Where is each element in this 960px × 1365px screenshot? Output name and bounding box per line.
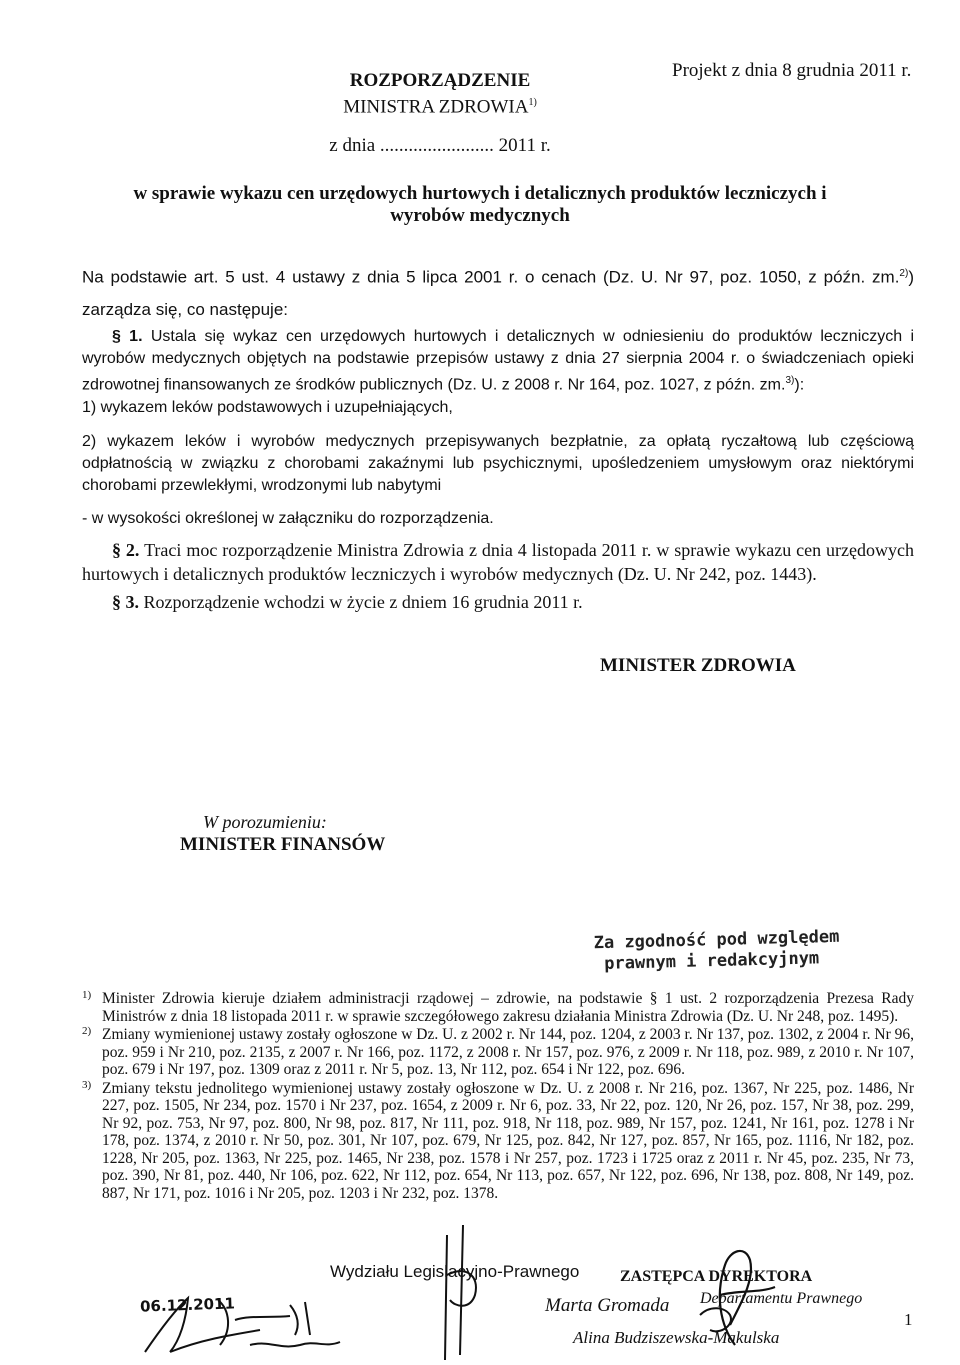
list-item-2: 2) wykazem leków i wyrobów medycznych przepisywanych bezpłatnie, za opłatą ryczałtową lub częściową odpłatnością w związku z chorobami zakaźnymi lub psychicznymi, upośledzeniem umysłowym oraz niektórymi chorobami przewlekłymi, wrodzonymi lub nabytymi	[82, 433, 914, 494]
paragraph-2-text: Traci moc rozporządzenie Ministra Zdrowia z dnia 4 listopada 2011 r. w sprawie wykazu cen urzędowych hurtowych i detalicznych produktów leczniczych i wyrobów medycznych (Dz. U. Nr 242, poz. 1443).	[82, 540, 915, 584]
footnote-3-text: Zmiany tekstu jednolitego wymienionej ustawy zostały ogłoszone w Dz. U. z 2008 r. Nr 216, poz. 1367, Nr 225, poz. 1486, Nr 227, poz. 1505, Nr 234, poz. 1570 i Nr 237, poz. 1654, z 2009 r. Nr 6, poz. 33, Nr 22, poz. 120, Nr 26, poz. 157, Nr 38, poz. 299, Nr 92, poz. 753, Nr 97, poz. 800, Nr 98, poz. 817, Nr 111, poz. 918, Nr 118, poz. 989, Nr 157, poz. 1241, Nr 161, poz. 1278 i Nr 178, poz. 1374, z 2010 r. Nr 50, poz. 301, Nr 107, poz. 679, Nr 125, poz. 842, Nr 127, poz. 857, Nr 165, poz. 1116, Nr 182, poz. 1228, Nr 205, poz. 1363, Nr 225, poz. 1465, Nr 238, poz. 1578 i Nr 257, poz. 1723 i 1725 oraz z 2011 r. Nr 45, poz. 235, Nr 73, poz. 390, Nr 81, poz. 440, Nr 106, poz. 622, Nr 112, poz. 654, Nr 113, poz. 657, Nr 122, poz. 696, Nr 138, poz. 808, Nr 149, poz. 887, Nr 171, poz. 1016 i Nr 205, poz. 1203 i Nr 232, poz. 1378.	[102, 1079, 914, 1202]
legal-compliance-stamp	[593, 927, 840, 975]
document-title: ROZPORZĄDZENIE	[349, 70, 531, 91]
list-item-1: 1) wykazem leków podstawowych i uzupełniających,	[82, 399, 453, 416]
handwritten-signature-right	[680, 1235, 790, 1355]
stamp-line-1: Za zgodność pod względem	[593, 926, 840, 954]
paragraph-3	[82, 590, 914, 614]
paragraph-3-number: § 3.	[112, 592, 139, 612]
footnote-1	[82, 990, 914, 1025]
footnote-ref-2: 2)	[899, 268, 909, 279]
deputy-director-stamp: ZASTĘPCA DYREKTORA	[620, 1268, 813, 1285]
paragraph-1-number: § 1.	[112, 328, 143, 345]
paragraph-1-text: Ustala się wykaz cen urzędowych hurtowych i detalicznych w odniesieniu do produktów leczniczych i wyrobów medycznych objętych na podstawie przepisów ustawy z dnia 27 sierpnia 2004 r. o świadczeniach opieki zdrowotnej finansowanych ze środków publicznych (Dz. U. z 2008 r. Nr 164, poz. 1027, z późn. zm.	[82, 328, 914, 394]
footnote-3-mark: 3)	[82, 1078, 92, 1091]
footnote-ref-1: 1)	[528, 97, 537, 108]
handwritten-date: 06.12.2011	[139, 1294, 236, 1316]
footnote-2-mark: 2)	[82, 1025, 92, 1037]
footnote-2	[82, 1026, 914, 1079]
page-number: 1	[904, 1310, 913, 1329]
stamp-line-2: prawnym i redakcyjnym	[604, 948, 820, 974]
paragraph-1	[82, 326, 914, 396]
minister-signature-title: MINISTER ZDROWIA	[600, 655, 796, 676]
paragraph-3-text: Rozporządzenie wchodzi w życie z dniem 16 grudnia 2011 r.	[143, 592, 583, 612]
preamble-text: Na podstawie art. 5 ust. 4 ustawy z dnia 5 lipca 2001 r. o cenach (Dz. U. Nr 97, poz. 1050, z późn. zm.	[82, 267, 900, 287]
preamble	[82, 258, 914, 326]
paragraph-2-number: § 2.	[112, 540, 140, 560]
paragraph-2	[82, 538, 914, 586]
projekt-date: Projekt z dnia 8 grudnia 2011 r.	[672, 60, 912, 81]
preamble-text-after: ) zarządza się, co następuje:	[82, 267, 914, 319]
handwritten-signature-middle	[425, 1215, 505, 1365]
paragraph-1-text-after: ):	[794, 376, 805, 394]
subtitle-text: MINISTRA ZDROWIA	[343, 96, 529, 118]
handwritten-signature-left	[140, 1290, 370, 1360]
footnote-2-text: Zmiany wymienionej ustawy zostały ogłoszone w Dz. U. z 2002 r. Nr 144, poz. 1204, z 2003 r. Nr 137, poz. 1302, z 2004 r. Nr 96, poz. 959 i Nr 210, poz. 2135, z 2007 r. Nr 166, poz. 1172, z 2008 r. Nr 157, poz. 976, z 2009 r. Nr 118, poz. 989, z 2010 r. Nr 107, poz. 679 i Nr 197, poz. 1309 oraz z 2011 r. Nr 5, poz. 13, Nr 112, poz. 654 i Nr 122, poz. 696.	[102, 1026, 914, 1078]
department-name-stamp: Departamentu Prawnego	[700, 1290, 863, 1307]
finance-minister-title: MINISTER FINANSÓW	[180, 834, 386, 855]
footnote-1-mark: 1)	[82, 989, 92, 1001]
date-line: z dnia ........................ 2011 r.	[329, 135, 551, 156]
footnote-ref-3: 3)	[785, 375, 795, 386]
agreement-label: W porozumieniu:	[203, 812, 327, 832]
signatory-name-2: Alina Budziszewska-Makulska	[573, 1328, 780, 1347]
subject-line: w sprawie wykazu cen urzędowych hurtowych i detalicznych produktów leczniczych i wyrobów medycznych	[133, 183, 827, 226]
department-stamp-left: Wydziału Legislacyjno-Prawnego	[330, 1262, 580, 1281]
signatory-name-1: Marta Gromada	[545, 1295, 670, 1316]
footnote-3	[82, 1080, 914, 1203]
footnotes	[82, 990, 914, 1203]
document-subtitle	[0, 92, 960, 118]
paragraph-1-closing: - w wysokości określonej w załączniku do rozporządzenia.	[82, 510, 494, 527]
footnote-1-text: Minister Zdrowia kieruje działem administracji rządowej – zdrowie, na podstawie § 1 ust. 2 rozporządzenia Prezesa Rady Ministrów z dnia 18 listopada 2011 r. w sprawie szczegółowego zakresu działania Ministra Zdrowia (Dz. U. Nr 248, poz. 1495).	[102, 990, 914, 1025]
